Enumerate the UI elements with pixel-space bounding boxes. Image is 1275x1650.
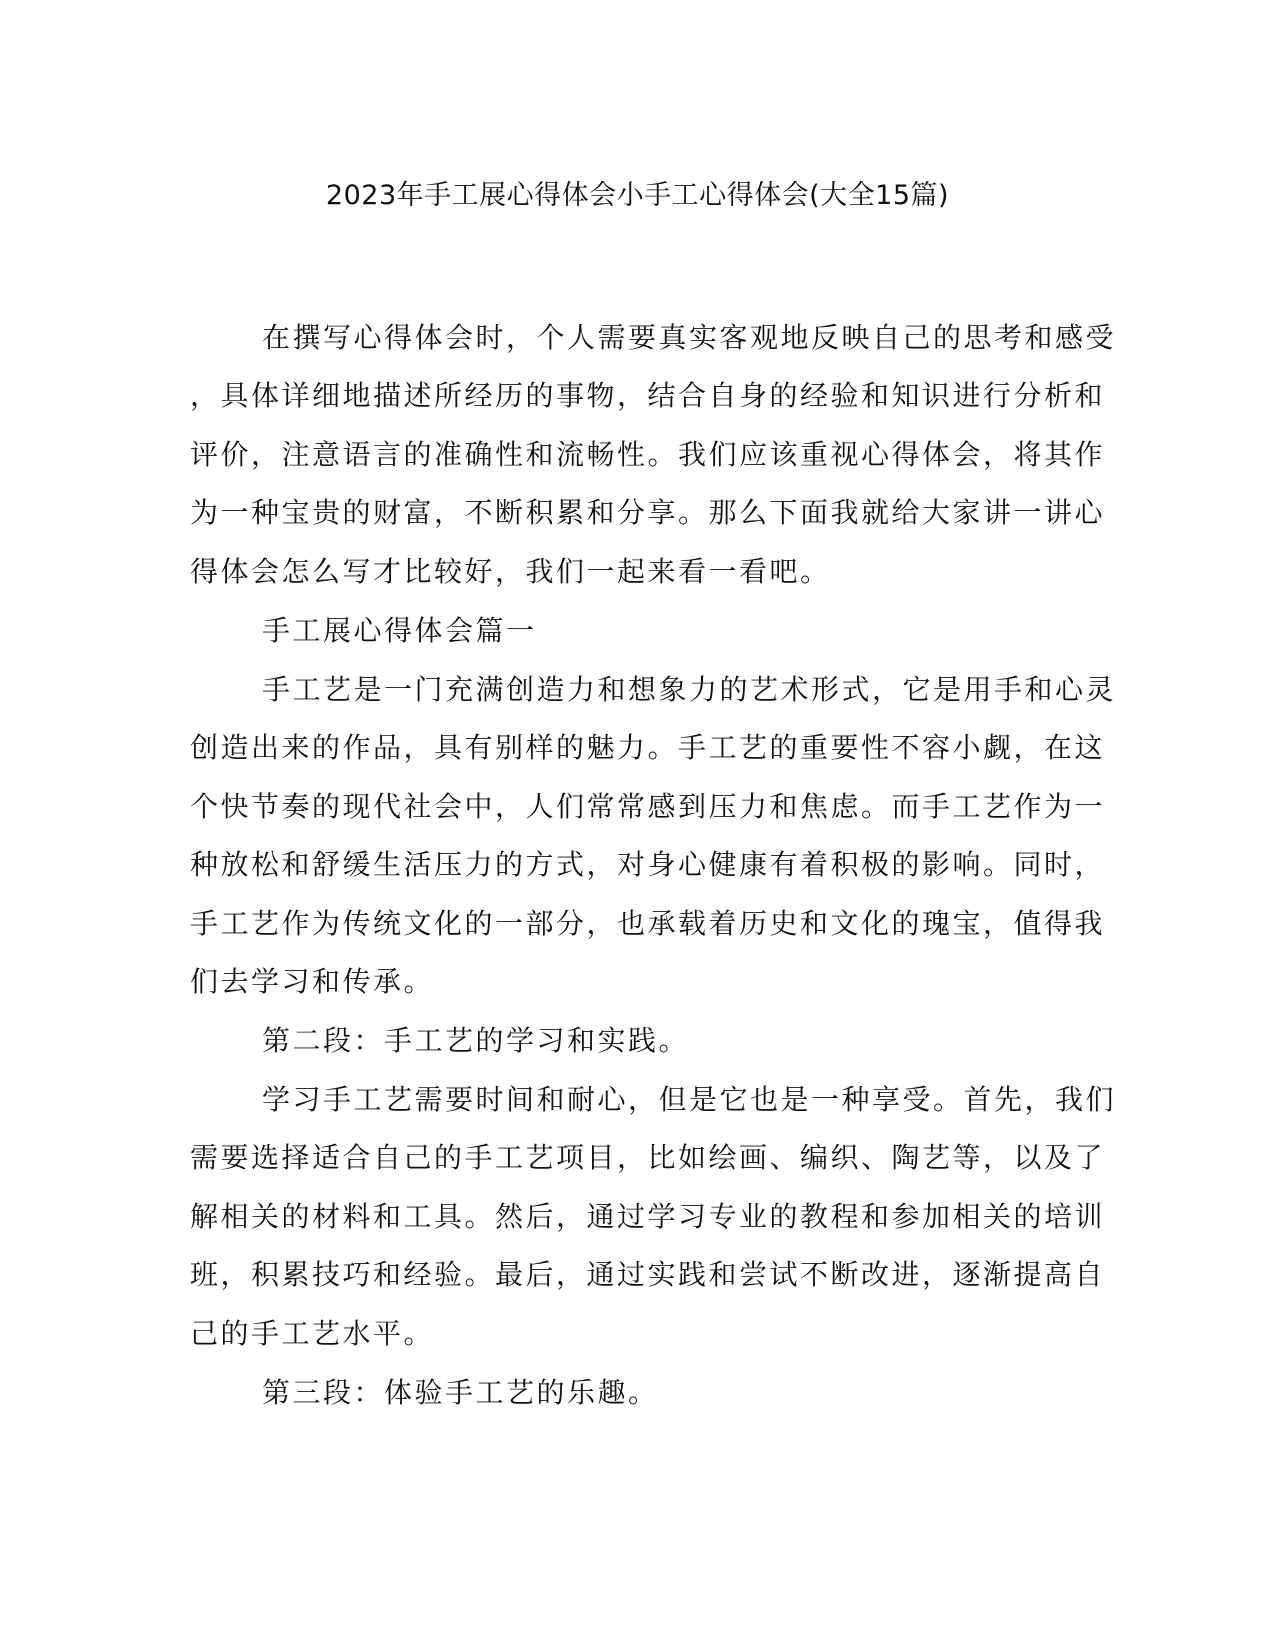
paragraph-line: 评价，注意语言的准确性和流畅性。我们应该重视心得体会，将其作 <box>190 438 1106 471</box>
paragraph-line: 得体会怎么写才比较好，我们一起来看一看吧。 <box>190 555 831 588</box>
paragraph-line: 学习手工艺需要时间和耐心，但是它也是一种享受。首先，我们 <box>262 1083 1117 1116</box>
section-heading: 第三段：体验手工艺的乐趣。 <box>262 1376 659 1409</box>
section-heading: 第二段：手工艺的学习和实践。 <box>262 1024 690 1057</box>
paragraph-line: 为一种宝贵的财富，不断积累和分享。那么下面我就给大家讲一讲心 <box>190 496 1106 529</box>
paragraph-line: 种放松和舒缓生活压力的方式，对身心健康有着积极的影响。同时， <box>190 848 1106 881</box>
paragraph-line: 手工艺作为传统文化的一部分，也承载着历史和文化的瑰宝，值得我 <box>190 907 1106 940</box>
paragraph-line: 解相关的材料和工具。然后，通过学习专业的教程和参加相关的培训 <box>190 1200 1106 1233</box>
paragraph-line: 在撰写心得体会时，个人需要真实客观地反映自己的思考和感受 <box>262 321 1117 354</box>
document-title: 2023年手工展心得体会小手工心得体会(大全15篇) <box>325 180 950 211</box>
paragraph-line: 己的手工艺水平。 <box>190 1317 435 1350</box>
paragraph-line: 个快节奏的现代社会中，人们常常感到压力和焦虑。而手工艺作为一 <box>190 790 1106 823</box>
paragraph-line: ，具体详细地描述所经历的事物，结合自身的经验和知识进行分析和 <box>190 379 1106 412</box>
paragraph-line: 需要选择适合自己的手工艺项目，比如绘画、编织、陶艺等，以及了 <box>190 1141 1106 1174</box>
paragraph-line: 们去学习和传承。 <box>190 965 435 998</box>
paragraph-line: 班，积累技巧和经验。最后，通过实践和尝试不断改进，逐渐提高自 <box>190 1258 1106 1291</box>
paragraph-line: 创造出来的作品，具有别样的魅力。手工艺的重要性不容小觑，在这 <box>190 731 1106 764</box>
paragraph-line: 手工艺是一门充满创造力和想象力的艺术形式，它是用手和心灵 <box>262 673 1117 706</box>
section-heading: 手工展心得体会篇一 <box>262 614 537 647</box>
